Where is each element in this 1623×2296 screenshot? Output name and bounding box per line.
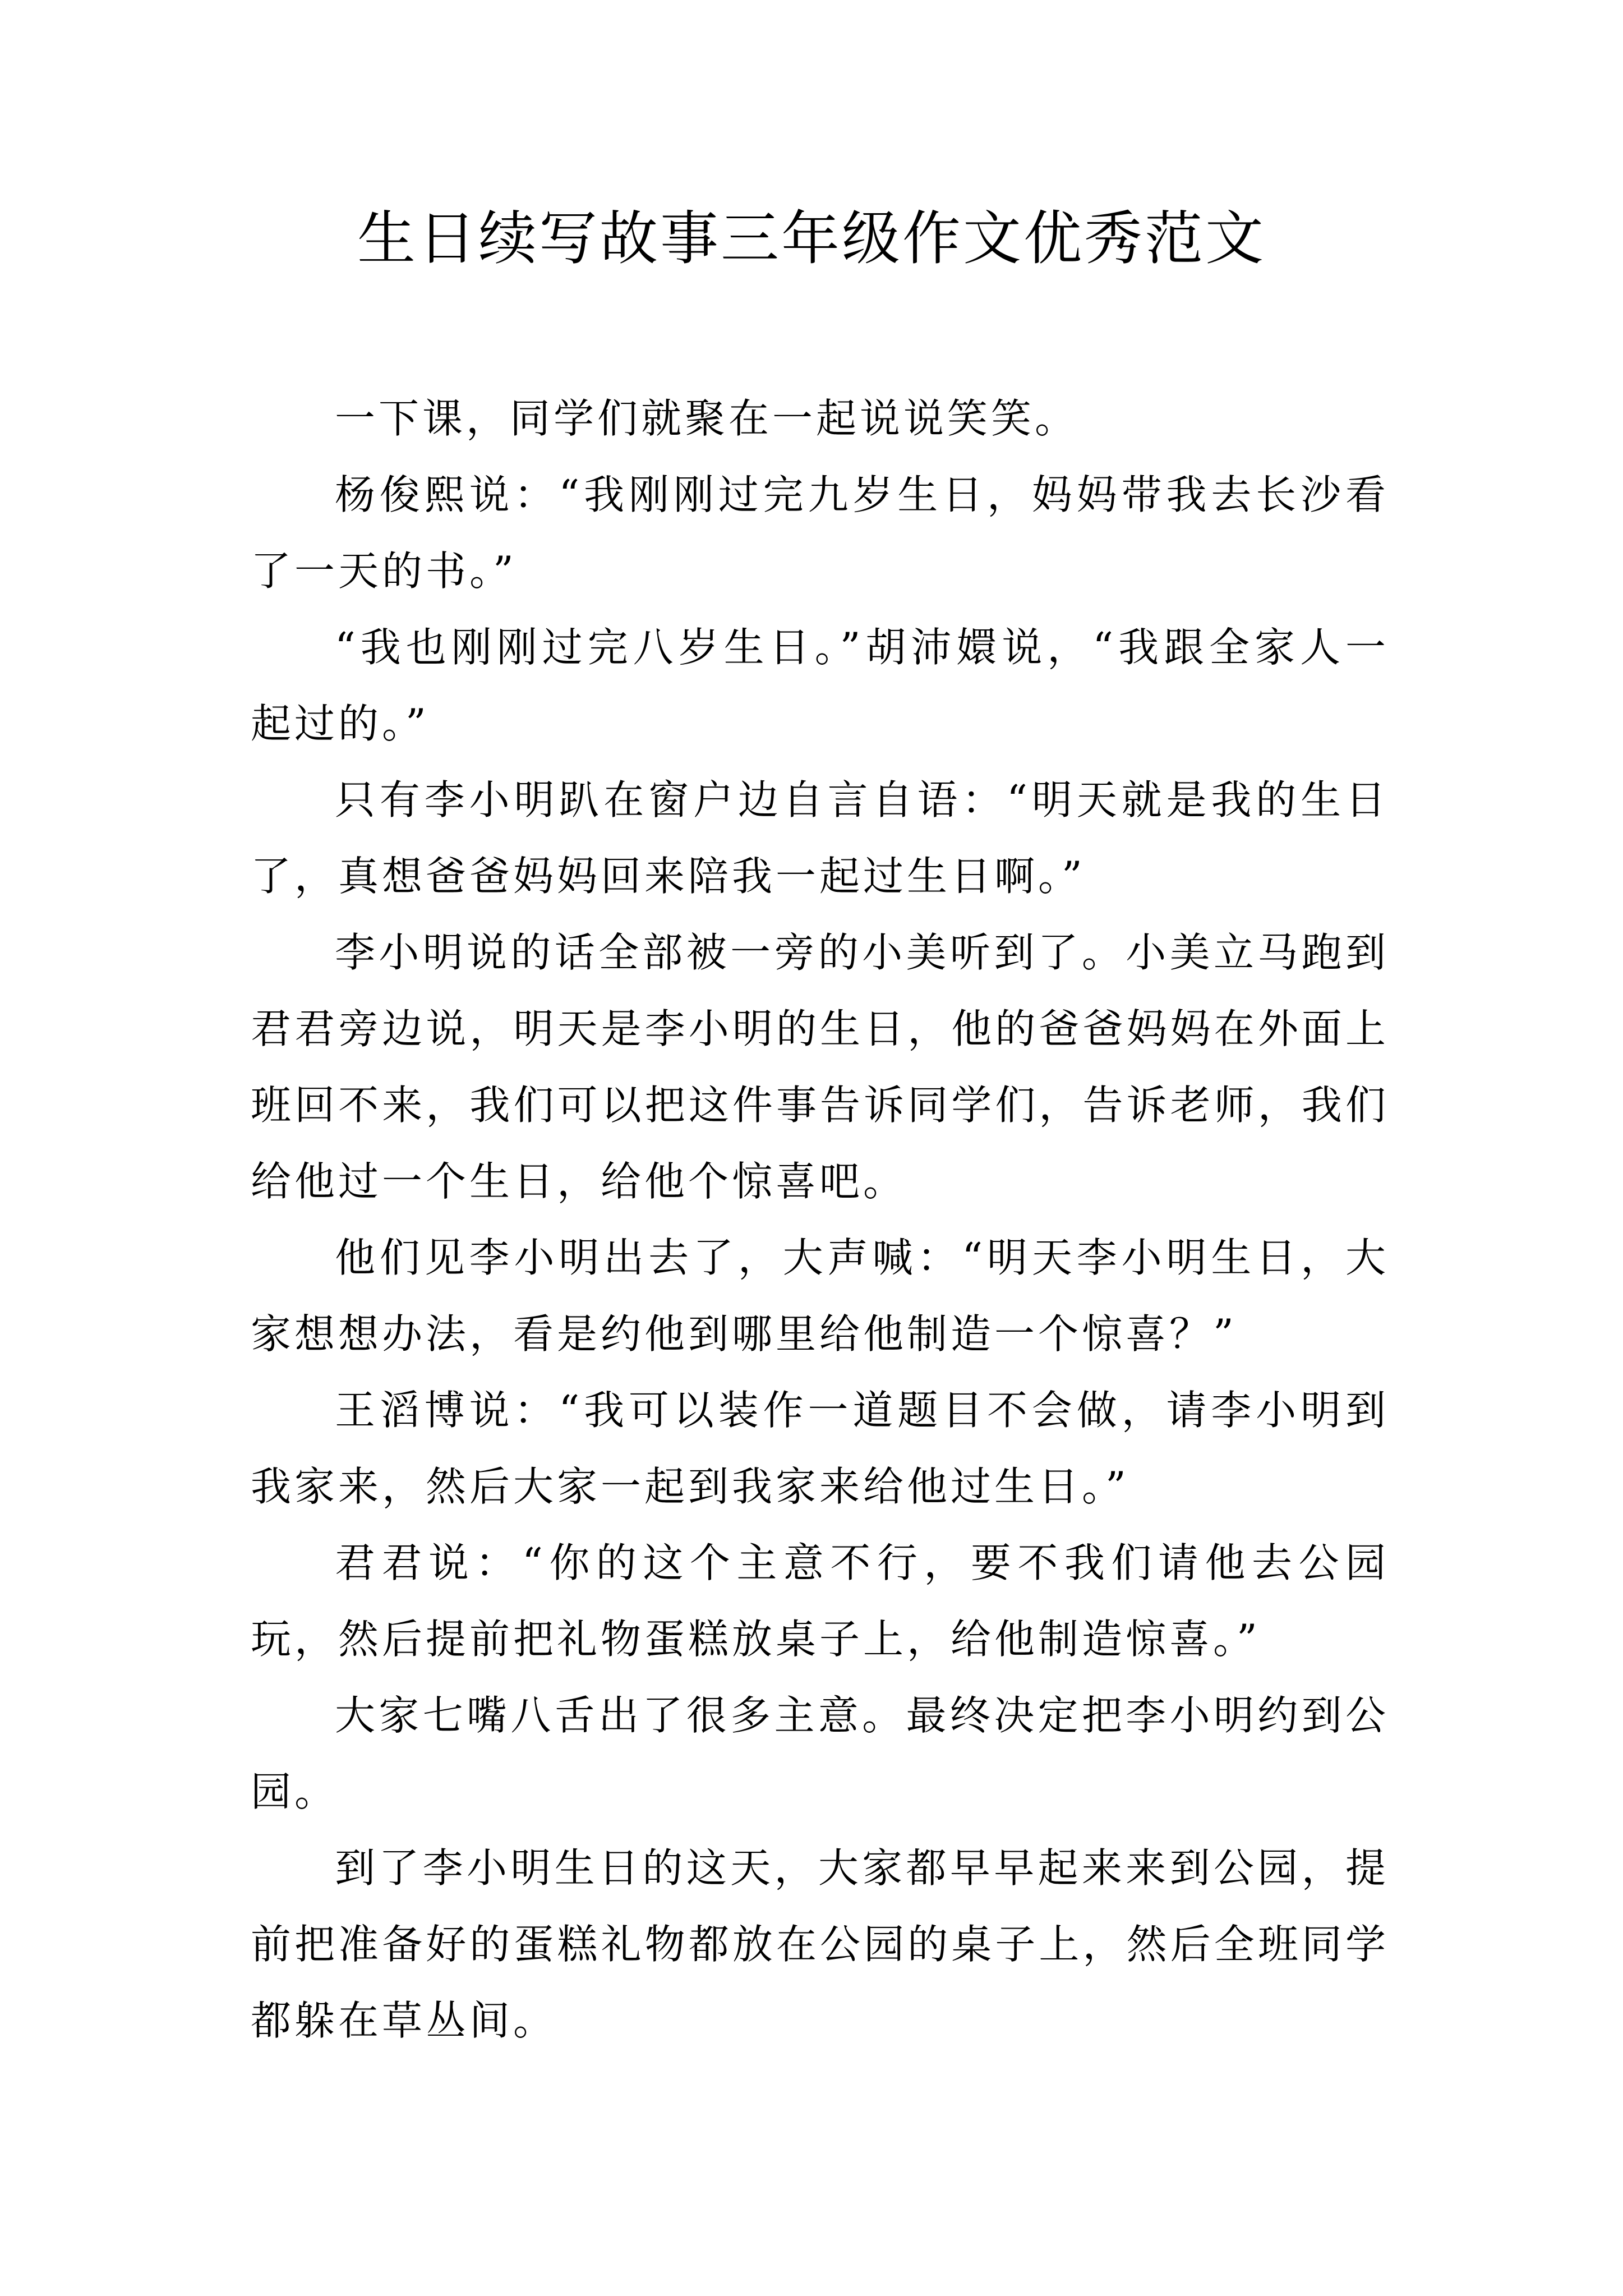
paragraph: 李小明说的话全部被一旁的小美听到了。小美立马跑到君君旁边说，明天是李小明的生日，他的爸爸妈妈在外面上班回不来，我们可以把这件事告诉同学们，告诉老师，我们给他过一个生日，给他个惊喜吧。 <box>251 929 1389 1205</box>
paragraph: 只有李小明趴在窗户边自言自语：“明天就是我的生日了，真想爸爸妈妈回来陪我一起过生日啊。” <box>251 776 1389 900</box>
paragraph: 一下课，同学们就聚在一起说说笑笑。 <box>335 395 1079 442</box>
paragraph: “我也刚刚过完八岁生日。”胡沛嬛说，“我跟全家人一起过的。” <box>251 624 1389 747</box>
paragraph: 王滔博说：“我可以装作一道题目不会做，请李小明到我家来，然后大家一起到我家来给他过生日。” <box>251 1387 1389 1510</box>
document-title: 生日续写故事三年级作文优秀范文 <box>357 204 1266 273</box>
paragraph: 大家七嘴八舌出了很多主意。最终决定把李小明约到公园。 <box>251 1692 1389 1815</box>
document-body <box>251 380 1389 2059</box>
paragraph: 到了李小明生日的这天，大家都早早起来来到公园，提前把准备好的蛋糕礼物都放在公园的桌子上，然后全班同学都躲在草丛间。 <box>251 1844 1389 2044</box>
paragraph: 他们见李小明出去了，大声喊：“明天李小明生日，大家想想办法，看是约他到哪里给他制造一个惊喜？” <box>251 1234 1389 1358</box>
paragraph: 君君说：“你的这个主意不行，要不我们请他去公园玩，然后提前把礼物蛋糕放桌子上，给他制造惊喜。” <box>251 1539 1389 1663</box>
paragraph: 杨俊熙说：“我刚刚过完九岁生日，妈妈带我去长沙看了一天的书。” <box>251 471 1389 595</box>
